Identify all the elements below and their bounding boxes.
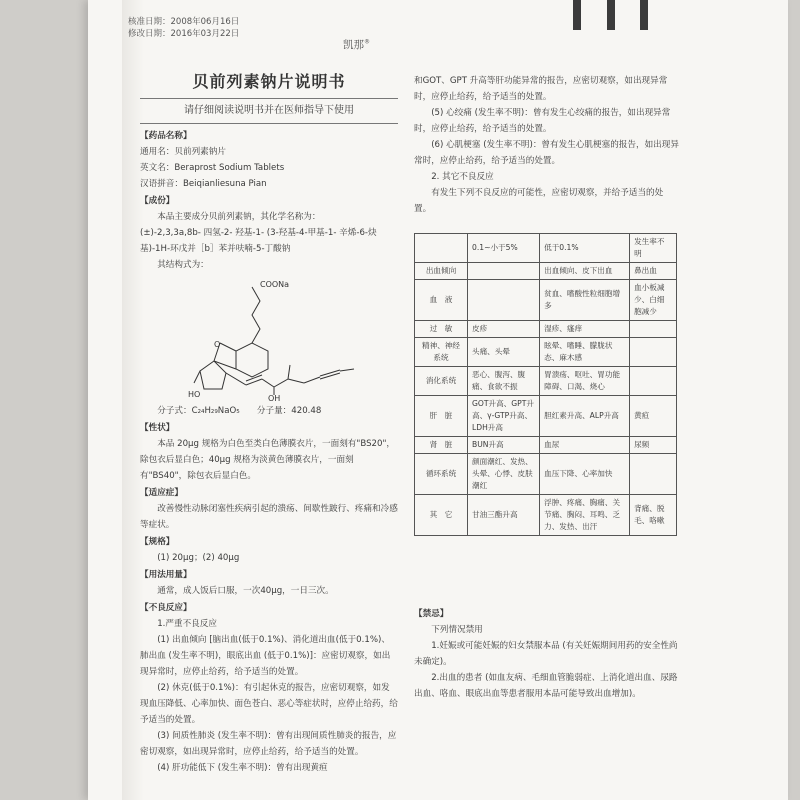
usage-text: 通常，成人饭后口服，一次40μg，一日三次。 — [157, 586, 334, 596]
date-block — [128, 16, 239, 40]
adverse-text: (6) 心肌梗塞 (发生率不明)：曾有发生心肌梗塞的报告，如出现异常时，应停止给药，给予适当的处置。 — [414, 140, 679, 166]
brand-name — [343, 37, 370, 52]
adverse-text: (4) 肝功能低下 (发生率不明)：曾有出现黄疸 — [157, 763, 328, 773]
section-heading: 【适应症】 — [140, 488, 183, 498]
adverse-text: (5) 心绞痛 (发生率不明)：曾有发生心绞痛的报告，如出现异常时，应停止给药，给予适当的处置。 — [414, 108, 671, 134]
table-cell: 颜面潮红、发热、头晕、心悸、皮肤潮红 — [468, 454, 540, 495]
row-label: 其 它 — [415, 495, 468, 536]
adverse-text: (3) 间质性肺炎 (发生率不明)：曾有出现间质性肺炎的报告，应密切观察，如出现异常时，应停止给药，给予适当的处置。 — [140, 731, 397, 757]
row-label: 血 液 — [415, 280, 468, 321]
adverse-text: (2) 休克(低于0.1%)：有引起休克的报告，应密切观察，如发现血压降低、心率加快、面色苍白、恶心等症状时，应停止给药，给予适当的处置。 — [140, 683, 398, 725]
coona-label: COONa — [260, 280, 290, 289]
pinyin-name: 汉语拼音：Beiqianliesuna Pian — [140, 179, 267, 189]
table-cell: 眩晕、嗜睡、朦胧状态、麻木感 — [540, 338, 630, 367]
table-row — [415, 338, 677, 367]
adverse-subheading: 2. 其它不良反应 — [431, 172, 494, 182]
top-stripe — [640, 0, 648, 30]
adverse-text: (1) 出血倾向 [脑出血(低于0.1%)、消化道出血(低于0.1%)、肺出血 (发生率不明)，眼底出血 (低于0.1%)]：应密切观察，如出现异常时，应停止给药，给予适当的处置。 — [140, 635, 391, 677]
row-label: 消化系统 — [415, 367, 468, 396]
row-label: 循环系统 — [415, 454, 468, 495]
structure-diagram — [190, 273, 370, 401]
table-cell: 尿频 — [630, 437, 677, 454]
adverse-text: 1.严重不良反应 — [157, 619, 217, 629]
adverse-text: 有发生下列不良反应的可能性，应密切观察，并给予适当的处置。 — [414, 188, 664, 214]
adverse-reaction-table — [414, 233, 677, 536]
table-row — [415, 495, 677, 536]
row-label: 过 敏 — [415, 321, 468, 338]
top-stripe — [607, 0, 615, 30]
table-row — [415, 263, 677, 280]
table-cell — [630, 367, 677, 396]
table-header-cell: 发生率不明 — [630, 234, 677, 263]
section-heading: 【用法用量】 — [140, 570, 192, 580]
table-cell: 背痛、脱毛、咯嗽 — [630, 495, 677, 536]
revise-date: 修改日期：2016年03月22日 — [128, 29, 240, 39]
contra-text: 2.出血的患者 (如血友病、毛细血管脆弱症、上消化道出血、尿路出血、咯血、眼底出血等患者服用本品可能导致出血增加)。 — [414, 673, 678, 699]
table-row — [415, 321, 677, 338]
table-row — [415, 396, 677, 437]
table-cell: 头痛、头晕 — [468, 338, 540, 367]
indication-text: 改善慢性动脉闭塞性疾病引起的溃疡、间歇性跛行、疼痛和冷感等症状。 — [140, 504, 398, 530]
table-cell — [630, 321, 677, 338]
table-header-cell: 0.1~小于5% — [468, 234, 540, 263]
table-cell: 皮疹 — [468, 321, 540, 338]
top-stripe — [573, 0, 581, 30]
table-cell: 黄疸 — [630, 396, 677, 437]
right-column — [414, 73, 679, 702]
section-heading: 【性状】 — [140, 423, 175, 433]
table-cell: 胆红素升高、ALP升高 — [540, 396, 630, 437]
table-cell — [468, 263, 540, 280]
section-heading: 【不良反应】 — [140, 603, 192, 613]
registered-mark: ® — [364, 38, 370, 46]
table-cell — [468, 280, 540, 321]
spec-text: (1) 20μg；(2) 40μg — [157, 553, 240, 563]
adverse-continued: 和GOT、GPT 升高等肝功能异常的报告，应密切观察，如出现异常时，应停止给药，给予适当的处置。 — [414, 76, 668, 102]
table-cell: 湿疹、瘙痒 — [540, 321, 630, 338]
table-cell: 浮肿、疼痛、胸痛、关节痛、胸闷、耳鸣、乏力、发热、出汗 — [540, 495, 630, 536]
generic-name: 通用名：贝前列素钠片 — [140, 147, 226, 157]
table-header-cell: 低于0.1% — [540, 234, 630, 263]
table-cell: GOT升高、GPT升高、γ-GTP升高、LDH升高 — [468, 396, 540, 437]
structure-label: 其结构式为： — [157, 260, 209, 270]
table-cell: 血小板减少、白细胞减少 — [630, 280, 677, 321]
table-cell: BUN升高 — [468, 437, 540, 454]
contra-text: 下列情况禁用 — [431, 625, 483, 635]
molecular-formula: 分子式：C₂₄H₂₉NaO₅ 分子量：420.48 — [157, 406, 322, 416]
section-heading: 【禁忌】 — [414, 609, 449, 619]
table-row — [415, 280, 677, 321]
row-label: 精神、神经系统 — [415, 338, 468, 367]
hydroxyl-label: HO — [188, 390, 201, 399]
section-heading: 【成份】 — [140, 196, 175, 206]
table-cell: 出血倾向、皮下出血 — [540, 263, 630, 280]
chemical-name: (±)-2,3,3a,8b- 四氢-2- 羟基-1- (3-羟基-4-甲基-1- 辛烯-6-炔基)-1H-环戊并［b］苯并呋喃-5-丁酸钠 — [140, 228, 377, 254]
properties-text: 本品 20μg 规格为白色至类白色薄膜衣片，一面刻有"BS20"，除包衣后显白色；40μg 规格为淡黄色薄膜衣片，一面刻有"BS40"，除包衣后显白色。 — [140, 439, 396, 481]
document-title: 贝前列素钠片说明书 — [192, 72, 346, 91]
row-label: 肾 脏 — [415, 437, 468, 454]
table-cell: 血尿 — [540, 437, 630, 454]
left-column — [140, 56, 398, 776]
oxygen-label: O — [214, 340, 221, 349]
section-heading: 【规格】 — [140, 537, 175, 547]
table-header-cell — [415, 234, 468, 263]
english-name: 英文名：Beraprost Sodium Tablets — [140, 163, 285, 173]
table-cell — [630, 338, 677, 367]
table-cell — [630, 454, 677, 495]
table-header-row — [415, 234, 677, 263]
contra-text: 1.妊娠或可能妊娠的妇女禁服本品 (有关妊娠期间用药的安全性尚未确定)。 — [414, 641, 678, 667]
structural-formula — [140, 273, 398, 403]
table-cell: 鼻出血 — [630, 263, 677, 280]
brand-text: 凯那 — [343, 39, 364, 51]
document-subtitle: 请仔细阅读说明书并在医师指导下使用 — [140, 98, 398, 124]
hydroxyl-label: OH — [268, 394, 281, 403]
table-row — [415, 367, 677, 396]
table-cell: 恶心、腹泻、腹痛、食欲不振 — [468, 367, 540, 396]
table-cell: 甘油三酯升高 — [468, 495, 540, 536]
table-cell: 贫血、嗜酸性粒细胞增多 — [540, 280, 630, 321]
table-cell: 胃溃疡、呕吐、胃功能障碍、口渴、烧心 — [540, 367, 630, 396]
table-row — [415, 437, 677, 454]
table-cell: 血压下降、心率加快 — [540, 454, 630, 495]
row-label: 肝 脏 — [415, 396, 468, 437]
section-heading: 【药品名称】 — [140, 131, 192, 141]
table-row — [415, 454, 677, 495]
approve-date: 核准日期：2008年06月16日 — [128, 17, 240, 27]
row-label: 出血倾向 — [415, 263, 468, 280]
composition-text: 本品主要成分贝前列素钠，其化学名称为： — [157, 212, 321, 222]
